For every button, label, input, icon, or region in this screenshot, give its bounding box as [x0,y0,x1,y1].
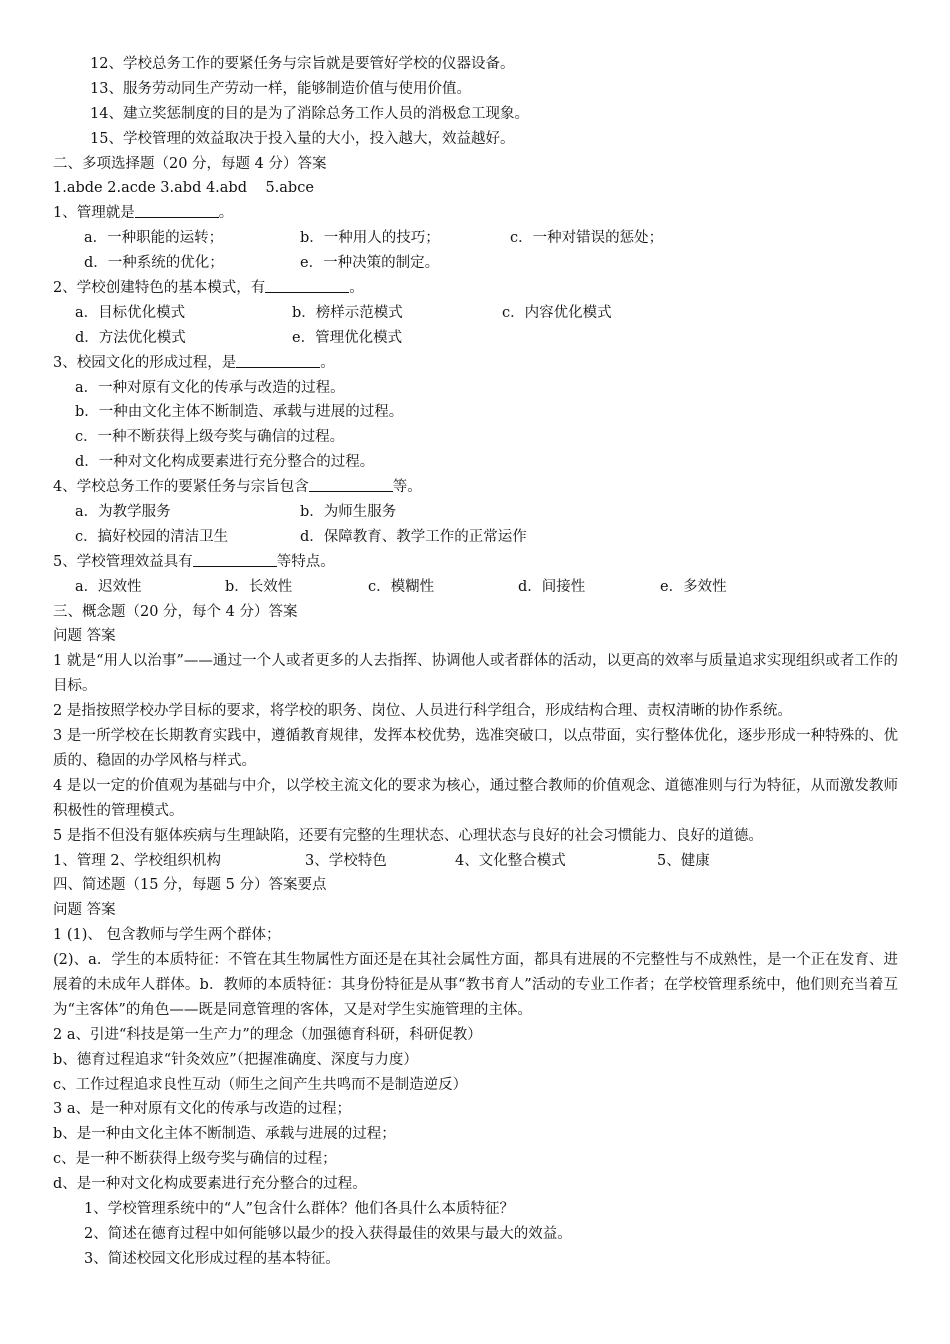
short-answer-2a: 2 a、引进“科技是第一生产力”的理念（加强德育科研，科研促教） [53,1026,482,1043]
mc-heading: 二、多项选择题（20 分，每题 4 分）答案 [53,155,327,172]
mc-q5-option-b: b．长效性 [225,578,293,595]
mc-q4-option-a: a．为教学服务 [75,504,171,521]
short-answer-1-part1: 1 (1)、 包含教师与学生两个群体； [53,927,281,944]
mc-q2-option-d: d．方法优化模式 [75,329,186,346]
mc-q2-option-a: a．目标优化模式 [75,304,186,321]
short-qa-label: 问题 答案 [53,902,116,919]
mc-q4-stem: 4、学校总务工作的要紧任务与宗旨包含 等。 [0,475,950,500]
answer-blank [265,277,349,293]
mc-q3-option-d: d．一种对文化构成要素进行充分整合的过程。 [75,454,375,471]
mc-q2-option-c: c．内容优化模式 [502,304,612,321]
mc-q4-options-row1 [0,500,950,525]
answer-blank [193,551,277,567]
mc-q2-options-row1 [0,301,950,326]
concept-definition-2: 2 是指按照学校办学目标的要求，将学校的职务、岗位、人员进行科学组合，形成结构合理、责权清晰的协作系统。 [53,703,792,720]
concept-definition-1: 1 就是“用人以治事”——通过一个人或者更多的人去指挥、协调他人或者群体的活动，以更高的效率与质量追求实现组织或者工作的目标。 [53,653,898,695]
concept-answers [0,849,950,874]
answer-blank [309,476,393,492]
mc-q2-options-row2 [0,326,950,351]
concept-definition-4: 4 是以一定的价值观为基础与中介，以学校主流文化的要求为核心，通过整合教师的价值观念、道德准则与行为特征，从而激发教师积极性的管理模式。 [53,777,898,819]
concept-answer-1-2: 1、管理 2、学校组织机构 [53,852,222,869]
tf-item-13: 13、服务劳动同生产劳动一样，能够制造价值与使用价值。 [90,80,471,97]
mc-q1-options-row2 [0,251,950,276]
mc-q5-option-a: a．迟效性 [75,578,142,595]
concept-qa-label: 问题 答案 [53,628,116,645]
mc-q5-option-c: c．模糊性 [368,578,435,595]
answer-blank [135,202,219,218]
mc-q1-options-row1 [0,226,950,251]
short-answer-3c: c、是一种不断获得上级夸奖与确信的过程； [53,1151,337,1168]
mc-q1-option-b: b．一种用人的技巧； [300,230,440,247]
mc-q2-option-b: b．榜样示范模式 [292,304,403,321]
short-answer-heading: 四、简述题（15 分，每题 5 分）答案要点 [53,877,327,894]
short-answer-3a: 3 a、是一种对原有文化的传承与改造的过程； [53,1101,351,1118]
document-page [0,52,950,1272]
short-answer-3d: d、是一种对文化构成要素进行充分整合的过程。 [53,1176,367,1193]
concept-answer-5: 5、健康 [657,852,710,869]
mc-q4-option-c: c．搞好校园的清洁卫生 [75,528,229,545]
mc-q5-option-e: e．多效性 [660,578,727,595]
mc-q3-option-c: c．一种不断获得上级夸奖与确信的过程。 [75,429,345,446]
short-answer-3b: b、是一种由文化主体不断制造、承载与进展的过程； [53,1126,396,1143]
mc-q3-option-b: b．一种由文化主体不断制造、承载与进展的过程。 [75,404,404,421]
short-question-1: 1、学校管理系统中的“人”包含什么群体？他们各具什么本质特征？ [84,1201,515,1218]
mc-q2-stem: 2、学校创建特色的基本模式，有 。 [0,276,950,301]
short-question-2: 2、简述在德育过程中如何能够以最少的投入获得最佳的效果与最大的效益。 [84,1225,572,1242]
mc-q4-option-b: b．为师生服务 [300,504,397,521]
mc-q4-options-row2 [0,525,950,550]
mc-q3-stem: 3、校园文化的形成过程，是 。 [0,351,950,376]
short-answer-1-part2: (2)、a．学生的本质特征：不管在其生物属性方面还是在其社会属性方面，都具有进展的不完整性与不成熟性，是一个正在发育、进展着的未成年人群体。b．教师的本质特征：其身份特征是从事“教书育人”活动的专业工作者；在学校管理系统中，他们则充当着互为“主客体”的角色——既是同意管理的客体，又是对学生实施管理的主体。 [53,952,898,1018]
tf-item-12: 12、学校总务工作的要紧任务与宗旨就是要管好学校的仪器设备。 [90,56,515,72]
mc-q5-stem: 5、学校管理效益具有 等特点。 [0,550,950,575]
mc-q1-option-e: e．一种决策的制定。 [300,255,440,272]
concept-definition-5: 5 是指不但没有躯体疾病与生理缺陷，还要有完整的生理状态、心理状态与良好的社会习惯能力、良好的道德。 [53,827,763,844]
short-answer-2b: b、德育过程追求“针灸效应”（把握准确度、深度与力度） [53,1051,418,1068]
mc-q5-options [0,575,950,600]
concept-answer-3: 3、学校特色 [305,852,387,869]
answer-blank [236,352,320,368]
short-answer-2c: c、工作过程追求良性互动（师生之间产生共鸣而不是制造逆反） [53,1076,468,1093]
mc-q2-option-e: e．管理优化模式 [292,329,403,346]
mc-q3-option-a: a．一种对原有文化的传承与改造的过程。 [75,379,345,396]
mc-q4-option-d: d．保障教育、教学工作的正常运作 [300,528,527,545]
tf-item-15: 15、学校管理的效益取决于投入量的大小，投入越大，效益越好。 [90,130,515,147]
mc-q5-option-d: d．间接性 [518,578,586,595]
short-question-3: 3、简述校园文化形成过程的基本特征。 [84,1250,340,1267]
tf-item-14: 14、建立奖惩制度的目的是为了消除总务工作人员的消极怠工现象。 [90,105,529,122]
concept-definition-3: 3 是一所学校在长期教育实践中，遵循教育规律，发挥本校优势，选准突破口，以点带面，实行整体优化，逐步形成一种特殊的、优质的、稳固的办学风格与样式。 [53,728,898,769]
concept-heading: 三、概念题（20 分，每个 4 分）答案 [53,603,298,620]
mc-q1-option-c: c．一种对错误的惩处； [510,230,664,247]
mc-q1-stem: 1、管理就是 。 [0,201,950,226]
concept-answer-4: 4、文化整合模式 [455,852,566,869]
mc-answer-key: 1.abde 2.acde 3.abd 4.abd 5.abce [53,180,314,197]
mc-q1-option-a: a．一种职能的运转； [84,230,224,247]
mc-q1-option-d: d．一种系统的优化； [84,255,224,272]
